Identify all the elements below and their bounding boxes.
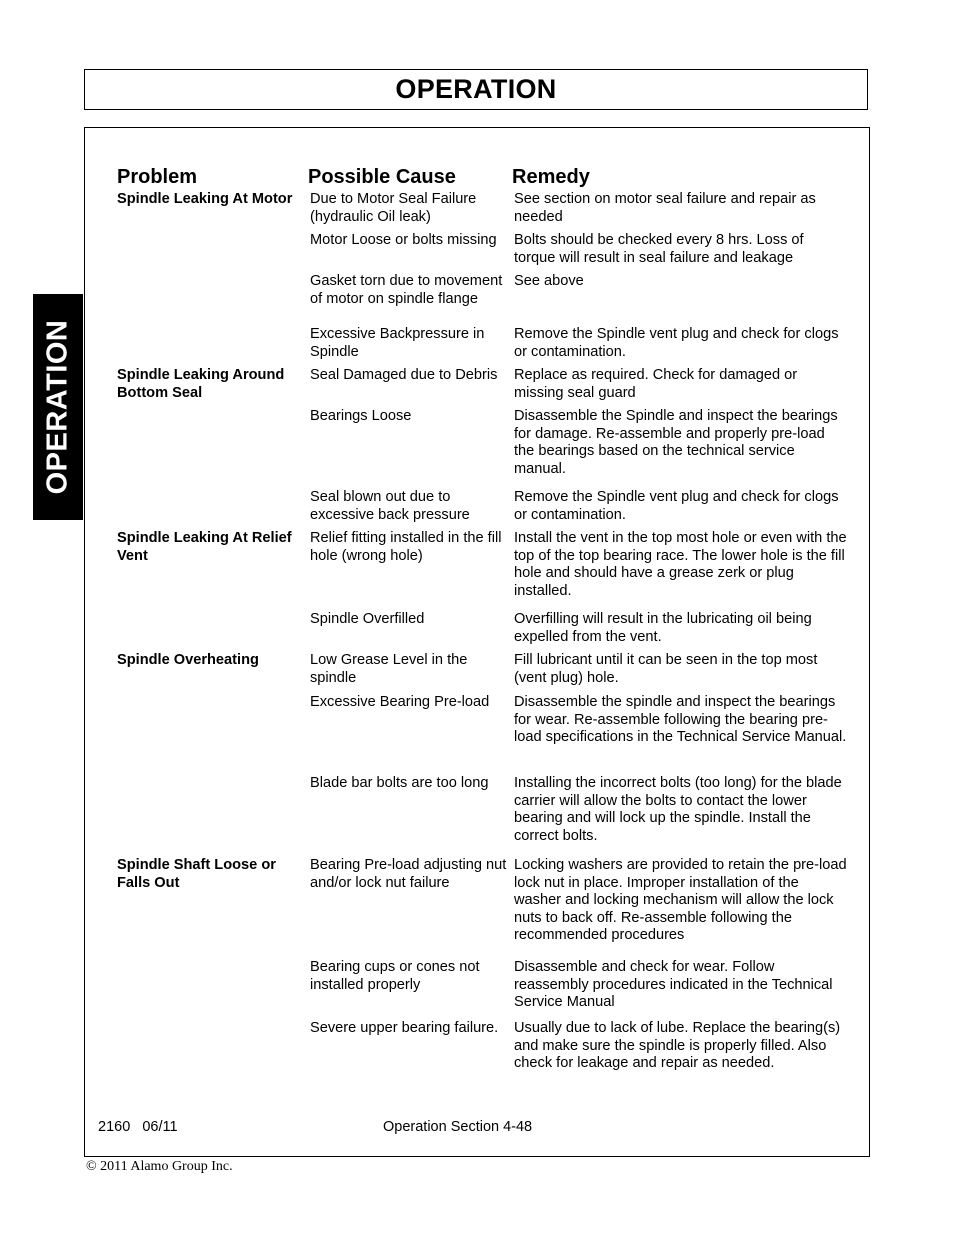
cause-cell: Seal Damaged due to Debris — [310, 367, 498, 383]
problem-cell — [117, 611, 310, 652]
remedy-cell: Disassemble the Spindle and inspect the bearings for damage. Re-assemble and properly pre-load the bearings based on the technical service manual. — [514, 408, 838, 477]
remedy-cell: See section on motor seal failure and repair as needed — [514, 191, 816, 225]
remedy-cell: Remove the Spindle vent plug and check for clogs or contamination. — [514, 326, 839, 360]
problem-cell: Spindle Leaking At Relief Vent — [117, 530, 292, 564]
cause-cell: Motor Loose or bolts missing — [310, 232, 497, 248]
table-row — [117, 326, 847, 367]
model-date-footer: 2160 06/11 — [98, 1119, 178, 1135]
remedy-cell: Remove the Spindle vent plug and check for clogs or contamination. — [514, 489, 839, 523]
section-page-footer: Operation Section 4-48 — [383, 1119, 533, 1135]
remedy-column-header: Remedy — [512, 166, 590, 188]
problem-cell: Spindle Leaking Around Bottom Seal — [117, 367, 285, 401]
troubleshooting-table — [117, 191, 847, 1100]
remedy-cell: Installing the incorrect bolts (too long) for the blade carrier will allow the bolts to contact the lower bearing and will lock up the spindle. Install the correct bolts. — [514, 775, 842, 844]
problem-cell — [117, 273, 310, 326]
page-header — [84, 69, 868, 110]
remedy-cell: Fill lubricant until it can be seen in the top most (vent plug) hole. — [514, 652, 818, 686]
problem-cell: Spindle Overheating — [117, 652, 259, 668]
table-row — [117, 1020, 847, 1100]
cause-cell: Seal blown out due to excessive back pressure — [310, 489, 470, 523]
remedy-cell: Install the vent in the top most hole or even with the top of the top bearing race. The lower hole is the fill hole and should have a grease zerk or plug installed. — [514, 530, 847, 599]
table-row — [117, 959, 847, 1020]
problem-cell: Spindle Shaft Loose or Falls Out — [117, 857, 276, 891]
remedy-cell: Disassemble and check for wear. Follow reassembly procedures indicated in the Technical Service Manual — [514, 959, 833, 1011]
side-tab-label: OPERATION — [41, 319, 74, 495]
cause-cell: Relief fitting installed in the fill hole (wrong hole) — [310, 530, 502, 564]
table-row — [117, 273, 847, 326]
problem-cell — [117, 1020, 310, 1100]
cause-column-header: Possible Cause — [308, 166, 456, 188]
cause-cell: Severe upper bearing failure. — [310, 1020, 499, 1036]
table-row — [117, 694, 847, 775]
remedy-cell: Usually due to lack of lube. Replace the bearing(s) and make sure the spindle is properly filled. Also check for leakage and repair as needed. — [514, 1020, 841, 1072]
cause-cell: Excessive Backpressure in Spindle — [310, 326, 485, 360]
table-row — [117, 775, 847, 857]
table-row — [117, 530, 847, 611]
problem-cell — [117, 775, 310, 857]
page-title: OPERATION — [395, 74, 557, 104]
problem-cell — [117, 694, 310, 775]
table-row — [117, 232, 847, 273]
cause-cell: Excessive Bearing Pre-load — [310, 694, 490, 710]
remedy-cell: Overfilling will result in the lubricating oil being expelled from the vent. — [514, 611, 812, 645]
cause-cell: Gasket torn due to movement of motor on spindle flange — [310, 273, 503, 307]
problem-cell — [117, 232, 310, 273]
problem-column-header: Problem — [117, 166, 198, 188]
table-row — [117, 652, 847, 694]
cause-cell: Blade bar bolts are too long — [310, 775, 489, 791]
table-row — [117, 367, 847, 408]
table-row — [117, 408, 847, 489]
remedy-cell: Replace as required. Check for damaged or missing seal guard — [514, 367, 798, 401]
table-row — [117, 191, 847, 232]
problem-cell: Spindle Leaking At Motor — [117, 191, 293, 207]
table-row — [117, 857, 847, 959]
cause-cell: Low Grease Level in the spindle — [310, 652, 468, 686]
problem-cell — [117, 959, 310, 1020]
cause-cell: Bearing cups or cones not installed properly — [310, 959, 480, 993]
cause-cell: Bearings Loose — [310, 408, 412, 424]
cause-cell: Spindle Overfilled — [310, 611, 425, 627]
table-row — [117, 611, 847, 652]
remedy-cell: Bolts should be checked every 8 hrs. Loss of torque will result in seal failure and leakage — [514, 232, 804, 266]
section-side-tab — [33, 294, 83, 520]
remedy-cell: See above — [514, 273, 584, 289]
table-row — [117, 489, 847, 530]
remedy-cell: Disassemble the spindle and inspect the bearings for wear. Re-assemble following the bearing pre-load specifications in the Technical Service Manual. — [514, 694, 847, 746]
problem-cell — [117, 489, 310, 530]
remedy-cell: Locking washers are provided to retain the pre-load lock nut in place. Improper installation of the washer and locking mechanism will allow the lock nuts to back off. Re-assemble following the recommended procedures — [514, 857, 847, 944]
problem-cell — [117, 408, 310, 489]
copyright-notice: © 2011 Alamo Group Inc. — [86, 1159, 233, 1174]
cause-cell: Due to Motor Seal Failure (hydraulic Oil leak) — [310, 191, 477, 225]
cause-cell: Bearing Pre-load adjusting nut and/or lock nut failure — [310, 857, 507, 891]
problem-cell — [117, 326, 310, 367]
